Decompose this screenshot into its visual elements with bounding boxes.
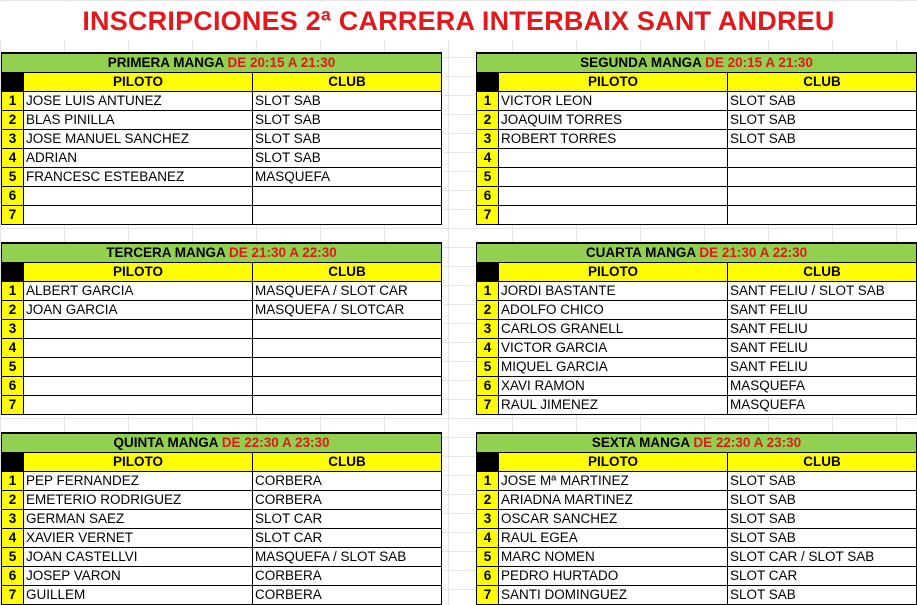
club-name[interactable] [253,377,442,396]
club-name[interactable]: SLOT CAR [728,567,917,586]
club-name[interactable] [253,396,442,415]
table-row [2,339,442,358]
club-header: CLUB [253,263,442,282]
manga-time: DE 21:30 A 22:30 [699,245,808,260]
table-row [477,529,917,548]
manga-name: SEGUNDA MANGA [580,55,702,70]
pilot-name[interactable]: SANTI DOMINGUEZ [499,586,728,605]
club-name[interactable]: MASQUEFA [728,396,917,415]
table-row [477,92,917,111]
row-number: 3 [477,510,499,529]
club-name[interactable]: MASQUEFA [728,377,917,396]
table-row [2,282,442,301]
row-number: 7 [477,396,499,415]
pilot-name[interactable] [24,320,253,339]
table-row [477,301,917,320]
manga-header [2,53,442,73]
pilot-name[interactable]: VICTOR LEON [499,92,728,111]
pilot-name[interactable]: GERMAN SAEZ [24,510,253,529]
pilot-name[interactable] [499,168,728,187]
table-row [477,548,917,567]
pilot-name[interactable]: MIQUEL GARCIA [499,358,728,377]
row-number: 4 [477,529,499,548]
pilot-name[interactable] [24,206,253,225]
table-row [477,472,917,491]
manga-name: CUARTA MANGA [585,245,696,260]
pilot-name[interactable] [24,396,253,415]
table-row [2,149,442,168]
club-name[interactable]: SLOT CAR / SLOT SAB [728,548,917,567]
row-number: 7 [477,206,499,225]
pilot-name[interactable]: PEDRO HURTADO [499,567,728,586]
club-name[interactable]: SANT FELIU [728,358,917,377]
table-row [477,187,917,206]
row-number: 6 [477,567,499,586]
pilot-name[interactable]: JOSE LUIS ANTUNEZ [24,92,253,111]
club-name[interactable]: SLOT SAB [728,472,917,491]
table-row [2,586,442,605]
pilot-name[interactable]: BLAS PINILLA [24,111,253,130]
club-name[interactable]: SANT FELIU [728,339,917,358]
pilot-name[interactable]: OSCAR SANCHEZ [499,510,728,529]
row-number: 4 [2,529,24,548]
table-row [477,149,917,168]
row-number: 6 [2,187,24,206]
row-number: 6 [477,187,499,206]
pilot-name[interactable]: MARC NOMEN [499,548,728,567]
table-row [2,168,442,187]
manga-header [2,433,442,453]
piloto-header: PILOTO [499,263,728,282]
manga-table-3 [1,242,442,415]
manga-time: DE 21:30 A 22:30 [228,245,337,260]
row-number: 2 [2,491,24,510]
row-number: 2 [477,491,499,510]
row-number: 7 [2,586,24,605]
table-row [2,472,442,491]
piloto-header: PILOTO [24,453,253,472]
pilot-name[interactable]: ADOLFO CHICO [499,301,728,320]
pilot-name[interactable] [499,187,728,206]
table-row [477,111,917,130]
table-row [477,377,917,396]
manga-header [2,243,442,263]
club-name[interactable]: CORBERA [253,491,442,510]
table-row [2,377,442,396]
row-number: 1 [477,472,499,491]
pilot-name[interactable]: PEP FERNANDEZ [24,472,253,491]
pilot-name[interactable]: RAUL EGEA [499,529,728,548]
table-row [2,301,442,320]
manga-name: TERCERA MANGA [106,245,226,260]
pilot-name[interactable] [24,339,253,358]
row-number: 7 [2,396,24,415]
club-name[interactable]: SANT FELIU [728,301,917,320]
row-number: 5 [2,358,24,377]
club-name[interactable] [728,168,917,187]
table-row [477,396,917,415]
manga-header [477,433,917,453]
row-number: 7 [477,586,499,605]
pilot-name[interactable]: XAVI RAMON [499,377,728,396]
pilot-name[interactable]: ARIADNA MARTINEZ [499,491,728,510]
pilot-name[interactable]: JORDI BASTANTE [499,282,728,301]
club-name[interactable] [253,320,442,339]
club-name[interactable] [728,187,917,206]
club-name[interactable]: SLOT SAB [253,111,442,130]
table-row [477,130,917,149]
pilot-name[interactable] [24,358,253,377]
table-row [2,206,442,225]
pilot-name[interactable] [499,206,728,225]
pilot-name[interactable]: JOSE MANUEL SANCHEZ [24,130,253,149]
table-row [2,491,442,510]
manga-table-5 [1,432,442,605]
row-number: 2 [477,301,499,320]
club-name[interactable]: SLOT SAB [728,586,917,605]
row-number: 1 [2,282,24,301]
corner-cell [2,263,24,282]
club-name[interactable]: SANT FELIU [728,320,917,339]
club-name[interactable]: SLOT SAB [253,130,442,149]
pilot-name[interactable]: JOSE Mª MARTINEZ [499,472,728,491]
club-name[interactable]: SLOT SAB [253,92,442,111]
table-row [2,510,442,529]
club-name[interactable] [253,339,442,358]
manga-name: SEXTA MANGA [591,435,690,450]
club-name[interactable]: MASQUEFA [253,168,442,187]
pilot-name[interactable]: RAUL JIMENEZ [499,396,728,415]
manga-header [477,53,917,73]
club-name[interactable]: SLOT SAB [728,130,917,149]
club-name[interactable]: SLOT SAB [728,92,917,111]
corner-cell [477,453,499,472]
corner-cell [477,73,499,92]
club-header: CLUB [728,453,917,472]
pilot-name[interactable]: ROBERT TORRES [499,130,728,149]
club-name[interactable]: MASQUEFA / SLOTCAR [253,301,442,320]
row-number: 2 [2,301,24,320]
row-number: 4 [477,339,499,358]
manga-name: PRIMERA MANGA [107,55,224,70]
row-number: 6 [2,377,24,396]
table-row [2,320,442,339]
manga-table-1 [1,52,442,225]
club-name[interactable]: MASQUEFA / SLOT SAB [253,548,442,567]
row-number: 1 [2,92,24,111]
pilot-name[interactable]: XAVIER VERNET [24,529,253,548]
manga-header [477,243,917,263]
club-name[interactable]: SLOT CAR [253,529,442,548]
club-name[interactable]: SANT FELIU / SLOT SAB [728,282,917,301]
club-name[interactable]: SLOT SAB [728,510,917,529]
pilot-name[interactable]: JOAQUIM TORRES [499,111,728,130]
table-row [2,358,442,377]
corner-cell [477,263,499,282]
row-number: 6 [477,377,499,396]
club-header: CLUB [253,453,442,472]
pilot-name[interactable]: VICTOR GARCIA [499,339,728,358]
pilot-name[interactable] [24,377,253,396]
pilot-name[interactable]: JOSEP VARON [24,567,253,586]
manga-time: DE 22:30 A 23:30 [693,435,802,450]
pilot-name[interactable]: CARLOS GRANELL [499,320,728,339]
piloto-header: PILOTO [499,453,728,472]
row-number: 6 [2,567,24,586]
pilot-name[interactable]: ADRIAN [24,149,253,168]
row-number: 5 [477,358,499,377]
pilot-name[interactable]: FRANCESC ESTEBANEZ [24,168,253,187]
corner-cell [2,73,24,92]
table-row [477,567,917,586]
table-row [2,548,442,567]
pilot-name[interactable] [24,187,253,206]
manga-time: DE 20:15 A 21:30 [705,55,813,70]
club-name[interactable]: SLOT SAB [728,111,917,130]
table-row [477,510,917,529]
row-number: 4 [2,339,24,358]
table-row [477,358,917,377]
table-row [477,320,917,339]
table-row [2,92,442,111]
club-name[interactable] [728,206,917,225]
club-name[interactable]: SLOT CAR [253,510,442,529]
club-name[interactable]: CORBERA [253,472,442,491]
club-name[interactable]: CORBERA [253,567,442,586]
table-row [2,111,442,130]
table-row [477,206,917,225]
row-number: 5 [477,548,499,567]
row-number: 1 [2,472,24,491]
table-row [2,567,442,586]
pilot-name[interactable]: JOAN CASTELLVI [24,548,253,567]
row-number: 4 [2,149,24,168]
piloto-header: PILOTO [24,73,253,92]
table-row [477,168,917,187]
row-number: 1 [477,282,499,301]
club-name[interactable]: SLOT SAB [728,529,917,548]
club-name[interactable] [253,358,442,377]
manga-table-4 [476,242,917,415]
piloto-header: PILOTO [499,73,728,92]
manga-name: QUINTA MANGA [113,435,218,450]
sheet-title: INSCRIPCIONES 2ª CARRERA INTERBAIX SANT ANDREU [0,2,917,40]
club-name[interactable]: CORBERA [253,586,442,605]
row-number: 3 [477,130,499,149]
table-row [2,396,442,415]
pilot-name[interactable] [499,149,728,168]
pilot-name[interactable]: ALBERT GARCIA [24,282,253,301]
table-row [477,491,917,510]
table-row [477,339,917,358]
table-row [477,586,917,605]
row-number: 5 [2,168,24,187]
table-row [2,187,442,206]
table-row [477,282,917,301]
row-number: 5 [2,548,24,567]
manga-table-2 [476,52,917,225]
row-number: 4 [477,149,499,168]
table-row [2,130,442,149]
club-name[interactable]: MASQUEFA / SLOT CAR [253,282,442,301]
row-number: 1 [477,92,499,111]
pilot-name[interactable]: GUILLEM [24,586,253,605]
row-number: 7 [2,206,24,225]
manga-time: DE 20:15 A 21:30 [227,55,336,70]
row-number: 3 [477,320,499,339]
pilot-name[interactable]: JOAN GARCIA [24,301,253,320]
row-number: 2 [477,111,499,130]
manga-time: DE 22:30 A 23:30 [221,435,330,450]
club-name[interactable] [728,149,917,168]
club-header: CLUB [728,263,917,282]
row-number: 3 [2,510,24,529]
club-name[interactable] [253,206,442,225]
piloto-header: PILOTO [24,263,253,282]
corner-cell [2,453,24,472]
club-header: CLUB [253,73,442,92]
row-number: 3 [2,320,24,339]
row-number: 5 [477,168,499,187]
row-number: 3 [2,130,24,149]
manga-table-6 [476,432,917,605]
club-header: CLUB [728,73,917,92]
pilot-name[interactable]: EMETERIO RODRIGUEZ [24,491,253,510]
club-name[interactable] [253,187,442,206]
row-number: 2 [2,111,24,130]
club-name[interactable]: SLOT SAB [728,491,917,510]
table-row [2,529,442,548]
club-name[interactable]: SLOT SAB [253,149,442,168]
